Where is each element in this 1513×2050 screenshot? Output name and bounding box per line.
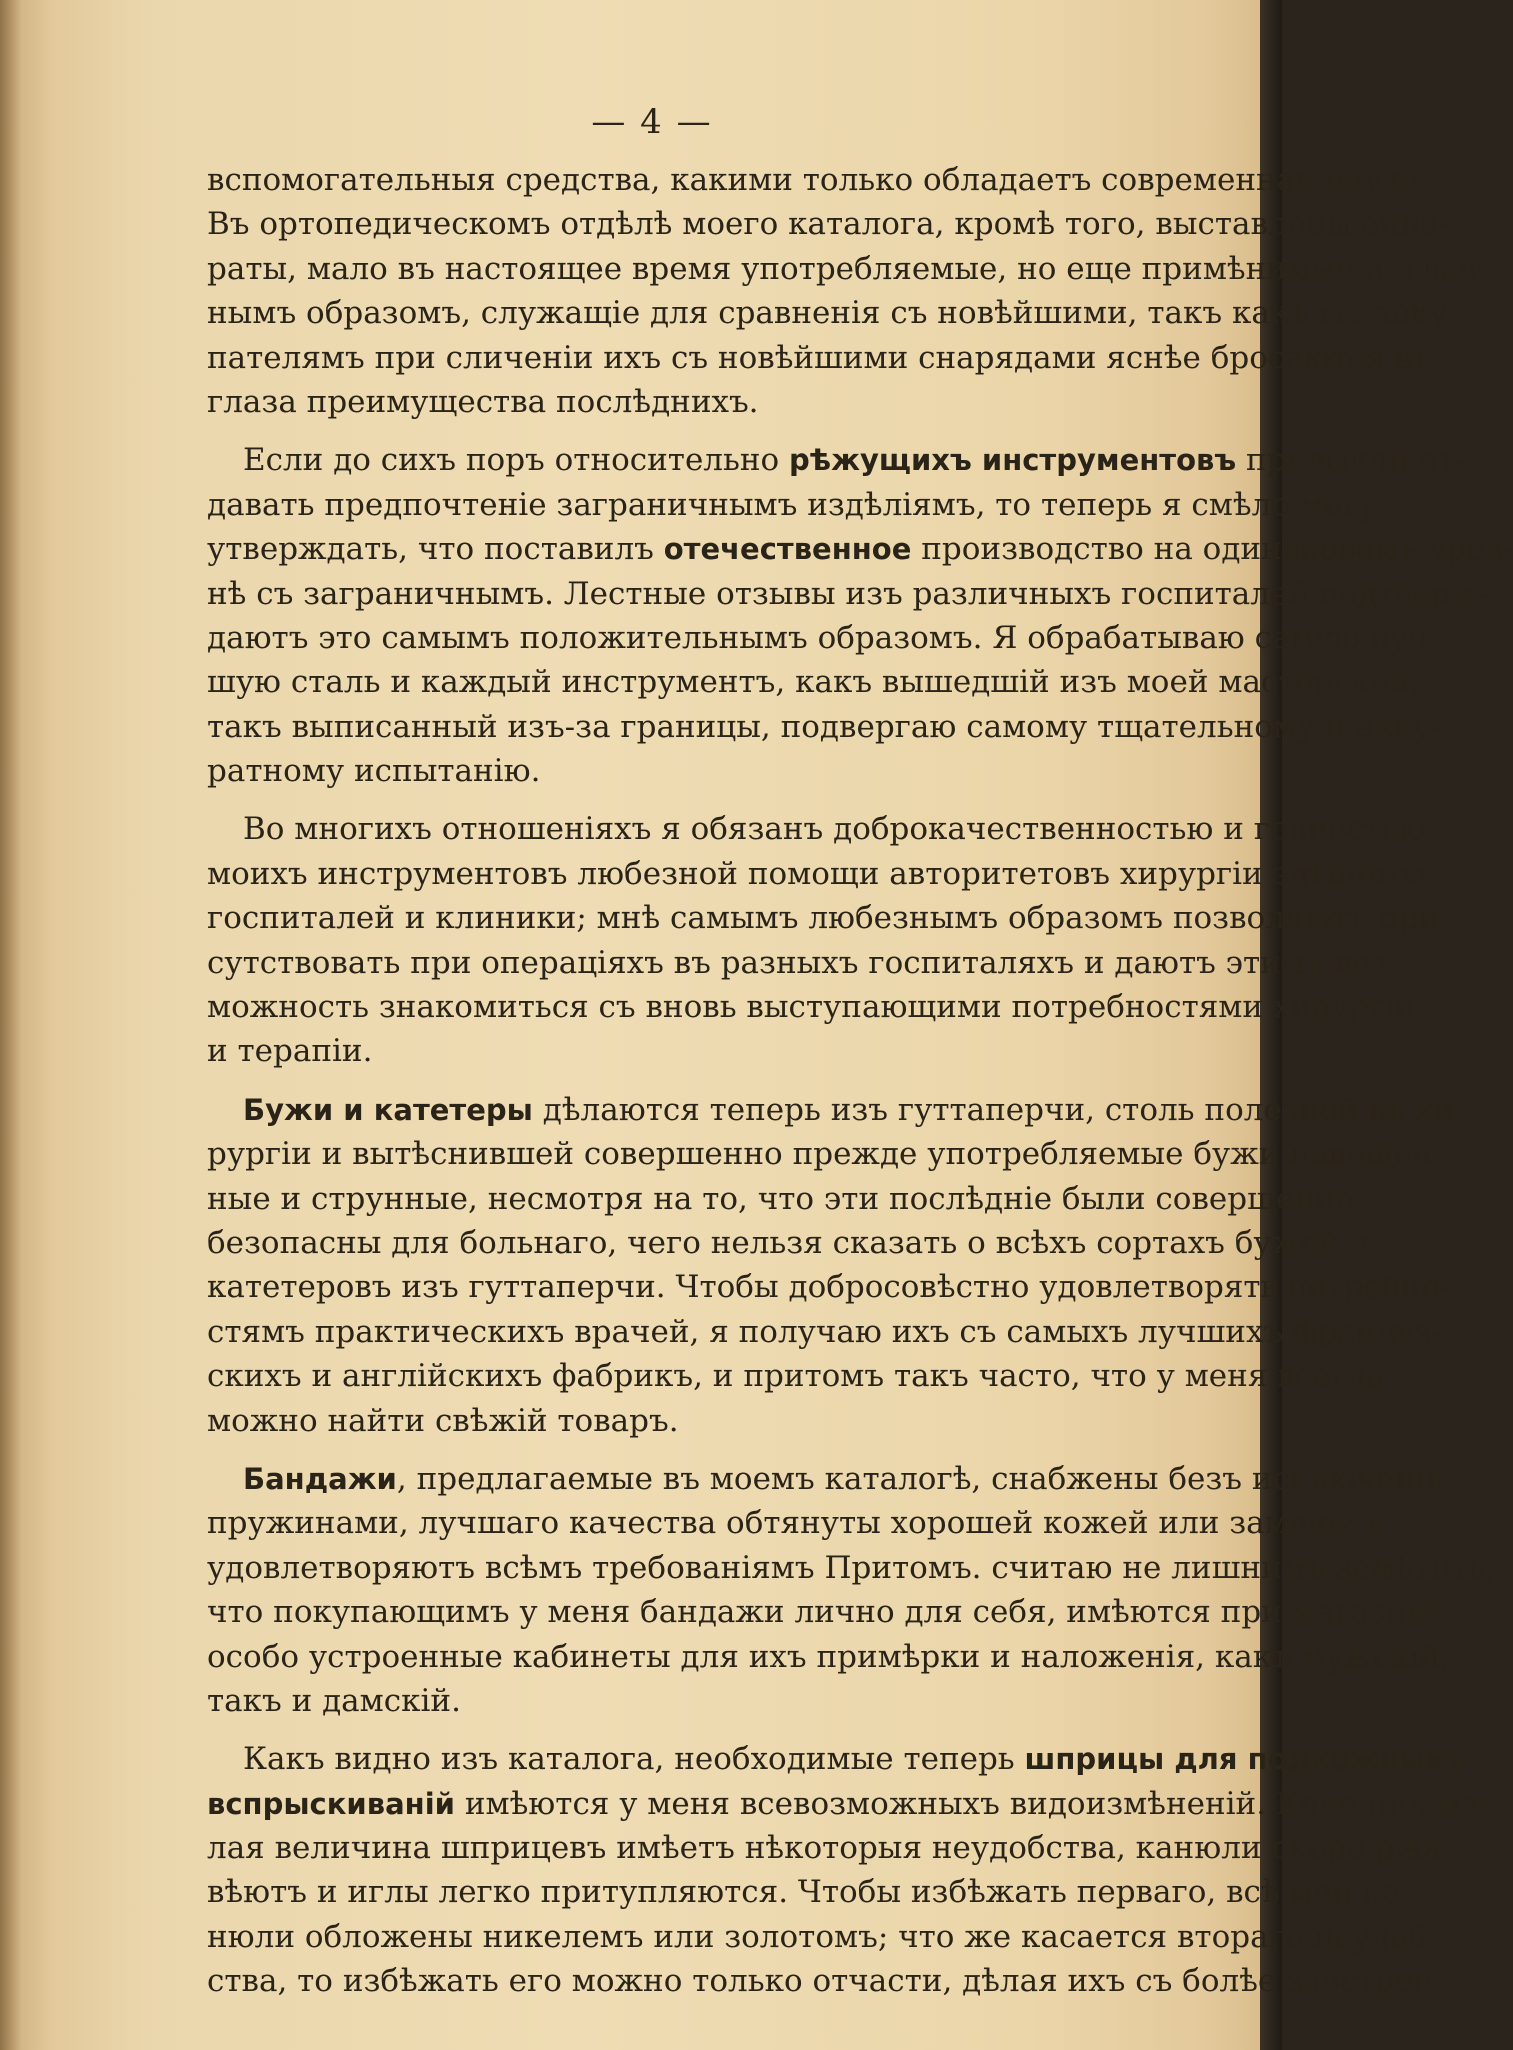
text-line (207, 158, 1430, 202)
text-line (207, 896, 1450, 940)
bold-term: Бандажи (243, 1461, 397, 1496)
text-segment: лая величина шприцевъ имѣетъ нѣкоторыя неудобства, канюли скоро ржа- (207, 1830, 1453, 1867)
body-text (207, 158, 1513, 2004)
text-line (207, 202, 1450, 246)
text-segment: что покупающимъ у меня бандажи лично для себя, имѣются при магазинѣ (207, 1594, 1446, 1631)
text-line (207, 660, 1420, 704)
text-segment: , предлагаемые въ моемъ каталогѣ, снабжены безъ исключенія (396, 1460, 1445, 1497)
text-line (207, 1088, 1465, 1132)
text-line (207, 616, 1439, 660)
text-line (207, 1399, 1327, 1443)
text-segment: госпиталей и клиники; мнѣ самымъ любезнымъ образомъ позволяютъ при- (207, 900, 1450, 937)
text-segment: Какъ видно изъ каталога, необходимые теперь (243, 1741, 1025, 1778)
text-line (207, 1870, 1412, 1914)
text-line (207, 247, 1487, 291)
text-line (207, 1737, 1467, 1781)
text-segment: ные и струнные, несмотря на то, что эти послѣдніе были совершенно (207, 1180, 1355, 1217)
text-segment: можно найти свѣжій товаръ. (207, 1402, 679, 1439)
text-line (207, 749, 1327, 793)
paragraph (207, 1737, 1491, 2003)
text-line (207, 1132, 1443, 1176)
paragraph-gap (207, 1074, 1327, 1088)
text-line (207, 527, 1513, 571)
text-segment: глаза преимущества послѣднихъ. (207, 383, 759, 420)
paragraph-gap (207, 424, 1327, 438)
text-segment: рургіи и вытѣснившей совершенно прежде употребляемые бужи навощен- (207, 1136, 1443, 1173)
text-line (207, 1826, 1453, 1870)
text-line (207, 1590, 1446, 1634)
text-segment: Въ ортопедическомъ отдѣлѣ моего каталога, кромѣ того, выставлены аппа- (207, 206, 1450, 243)
text-line (207, 1501, 1388, 1545)
paragraph (207, 1457, 1496, 1723)
text-line (207, 483, 1378, 527)
text-segment: ратному испытанію. (207, 753, 541, 790)
text-segment: пружинами, лучшаго качества обтянуты хорошей кожей или замшей и (207, 1505, 1388, 1542)
paragraph (207, 1088, 1465, 1443)
text-segment: можность знакомиться съ вновь выступающими потребностями хирургіи (207, 989, 1416, 1026)
text-line (207, 291, 1459, 335)
text-segment: Во многихъ отношеніяхъ я обязанъ доброкачественностью и годностью (243, 811, 1426, 848)
text-line (207, 705, 1442, 749)
text-segment: ства, то избѣжать его можно только отчасти, дѣлая ихъ съ болѣе заострен- (207, 1963, 1444, 2000)
text-segment: раты, мало въ настоящее время употребляемые, но еще примѣнимые и, глав- (207, 250, 1487, 287)
text-segment: вспомогательныя средства, какими только обладаетъ современная наука. (207, 162, 1430, 198)
bold-term: рѣжущихъ инструментовъ (789, 443, 1237, 478)
text-line (207, 1782, 1491, 1826)
text-line (207, 1265, 1451, 1309)
text-line (207, 1177, 1355, 1221)
text-segment: моихъ инструментовъ любезной помощи авторитетовъ хирургіи здѣшнихъ (207, 855, 1435, 892)
text-segment: имѣются у меня всевозможныхъ видоизмѣненій. Конечно, ма- (454, 1785, 1491, 1822)
text-segment: шую сталь и каждый инструментъ, какъ вышедшій изъ моей мастерской, (207, 664, 1420, 701)
text-segment: удовлетворяютъ всѣмъ требованіямъ Притомъ. считаю не лишнимъ замѣтить, (207, 1549, 1496, 1586)
text-segment: безопасны для больнаго, чего нельзя сказать о всѣхъ сортахъ бужей и (207, 1224, 1370, 1261)
text-line (207, 1457, 1445, 1501)
text-segment: сутствовать при операціяхъ въ разныхъ госпиталяхъ и даютъ этимъ воз- (207, 944, 1399, 981)
text-segment: даютъ это самымъ положительнымъ образомъ. Я обрабатываю самую луч- (207, 619, 1439, 656)
text-segment: пателямъ при сличеніи ихъ съ новѣйшими снарядами яснѣе бросаются въ (207, 339, 1432, 376)
text-line (207, 1959, 1444, 2003)
text-segment: стямъ практическихъ врачей, я получаю ихъ съ самыхъ лучшихъ француз- (207, 1313, 1442, 1350)
text-line (207, 852, 1435, 896)
text-segment: нѣ съ заграничнымъ. Лестные отзывы изъ различныхъ госпиталей подтверж- (207, 575, 1490, 612)
text-segment: такъ и дамскій. (207, 1682, 461, 1719)
text-line (207, 1915, 1438, 1959)
paragraph-gap (207, 793, 1327, 807)
text-segment: нюли обложены никелемъ или золотомъ; что же касается втораго неудоб- (207, 1918, 1438, 1955)
text-line (207, 807, 1426, 851)
bold-term: Бужи и катетеры (243, 1092, 533, 1127)
text-line (207, 1635, 1450, 1679)
bold-term: отечественное (663, 532, 912, 567)
text-line (207, 1546, 1496, 1590)
text-segment: давать предпочтеніе заграничнымъ издѣліямъ, то теперь я смѣло могу (207, 486, 1378, 523)
text-line (207, 336, 1432, 380)
page-number: — 4 — (591, 102, 713, 142)
text-line (207, 1221, 1370, 1265)
text-segment: катетеровъ изъ гуттаперчи. Чтобы добросовѣстно удовлетворять потребно- (207, 1269, 1451, 1306)
paragraph-gap (207, 1723, 1327, 1737)
paragraph (207, 158, 1487, 424)
paragraph (207, 438, 1513, 793)
text-line (207, 941, 1399, 985)
page-spine-shadow (0, 0, 22, 2050)
text-line (207, 1310, 1442, 1354)
text-segment: нымъ образомъ, служащіе для сравненія съ новѣйшими, такъ какъ гг. поку- (207, 295, 1459, 332)
text-line (207, 1029, 1327, 1073)
text-segment: особо устроенные кабинеты для ихъ примѣрки и наложенія, какъ мужскій, (207, 1638, 1450, 1675)
bold-term: шприцы для подкожныхъ (1024, 1742, 1467, 1777)
paragraph (207, 807, 1450, 1073)
text-segment: утверждать, что поставилъ (207, 531, 664, 568)
bold-term: вспрыскиваній (207, 1786, 455, 1821)
text-line (207, 985, 1416, 1029)
text-line (207, 1679, 1327, 1723)
text-line (207, 438, 1466, 482)
text-segment: привыкли от- (1236, 442, 1466, 479)
text-segment: вѣютъ и иглы легко притупляются. Чтобы избѣжать перваго, всѣ мои ка- (207, 1874, 1412, 1911)
paragraph-gap (207, 1443, 1327, 1457)
text-segment: и терапіи. (207, 1033, 373, 1070)
text-line (207, 380, 1327, 424)
text-segment: производство на одинаковомъ уров- (911, 531, 1513, 568)
text-segment: скихъ и англійскихъ фабрикъ, и притомъ такъ часто, что у меня всегда (207, 1358, 1385, 1395)
text-segment: дѣлаются теперь изъ гуттаперчи, столь полезной въ хи- (532, 1091, 1465, 1128)
text-segment: Если до сихъ поръ относительно (243, 442, 790, 479)
text-segment: такъ выписанный изъ-за границы, подвергаю самому тщательному и акку- (207, 708, 1442, 745)
text-line (207, 572, 1490, 616)
text-line (207, 1354, 1385, 1398)
